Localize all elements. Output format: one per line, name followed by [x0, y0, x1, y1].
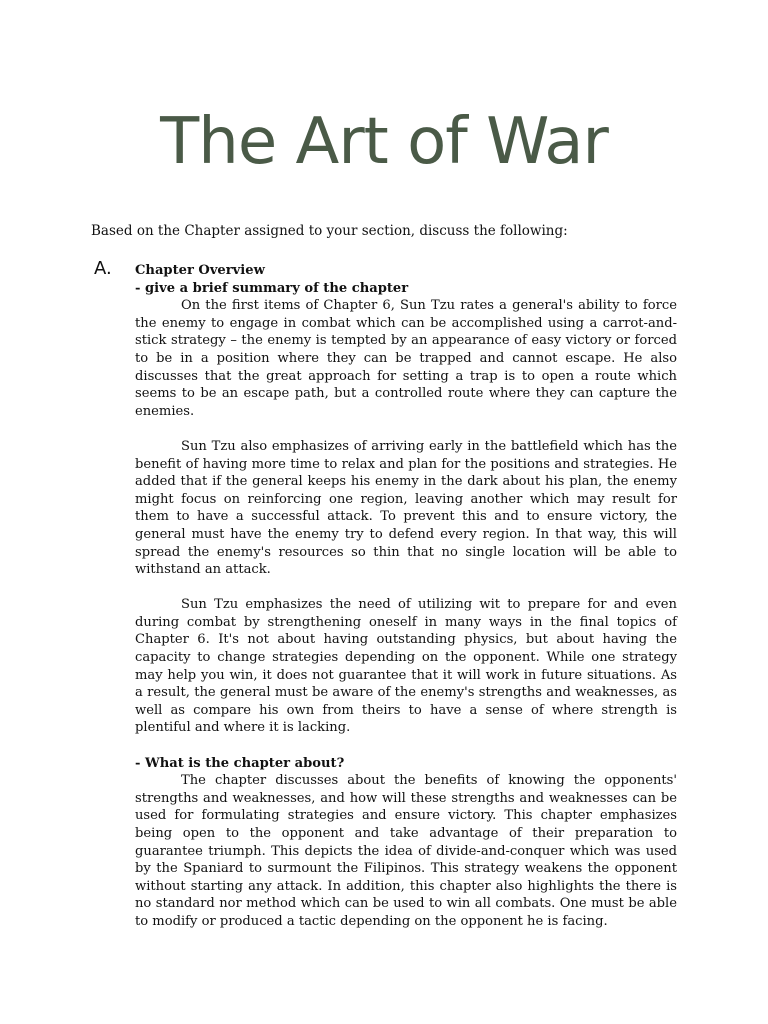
- paragraph-gap: [135, 579, 677, 597]
- section-letter: A.: [94, 258, 112, 279]
- summary-paragraph-1: On the first items of Chapter 6, Sun Tzu rates a general's ability to force the enemy to engage in combat which can be accomplished using a carrot-and-stick strategy – the enemy is tempted by an appearance of easy victory or forced to be in a position where they can be trapped and cannot escape. He also discusses that the great approach for setting a trap is to open a route which seems to be an escape path, but a controlled route where they can capture the enemies.: [135, 298, 677, 419]
- section-heading: Chapter Overview: [135, 263, 265, 278]
- subheading-summary: - give a brief summary of the chapter: [135, 280, 409, 296]
- about-paragraph-1: The chapter discusses about the benefits of knowing the opponents' strengths and weaknesses, and how will these strengths and weaknesses can be used for formulating strategies and ensure victory. This chapter emphasizes being open to the opponent and take advantage of their preparation to guarantee triumph. This depicts the idea of divide-and-conquer which was used by the Spaniard to surmount the Filipinos. This strategy weakens the opponent without starting any attack. In addition, this chapter also highlights the there is no standard nor method which can be used to win all combats. One must be able to modify or produced a tactic depending on the opponent he is facing.: [135, 773, 677, 929]
- section-content: [135, 262, 677, 931]
- document-title: The Art of War: [160, 105, 608, 179]
- summary-paragraph-3: Sun Tzu emphasizes the need of utilizing wit to prepare for and even during combat by strengthening oneself in many ways in the final topics of Chapter 6. It's not about having outstanding physics, but about having the capacity to change strategies depending on the opponent. While one strategy may help you win, it does not guarantee that it will work in future situations. As a result, the general must be aware of the enemy's strengths and weaknesses, as well as compare his own from theirs to have a sense of where strength is plentiful and where it is lacking.: [135, 597, 677, 736]
- intro-text: Based on the Chapter assigned to your section, discuss the following:: [91, 223, 568, 239]
- paragraph-gap: [135, 420, 677, 438]
- subheading-about: - What is the chapter about?: [135, 755, 345, 771]
- summary-paragraph-2: Sun Tzu also emphasizes of arriving early in the battlefield which has the benefit of having more time to relax and plan for the positions and strategies. He added that if the general keeps his enemy in the dark about his plan, the enemy might focus on reinforcing one region, leaving another which may result for them to have a successful attack. To prevent this and to ensure victory, the general must have the enemy try to defend every region. In that way, this will spread the enemy's resources so thin that no single location will be able to withstand an attack.: [135, 438, 677, 578]
- paragraph-gap: [135, 737, 677, 755]
